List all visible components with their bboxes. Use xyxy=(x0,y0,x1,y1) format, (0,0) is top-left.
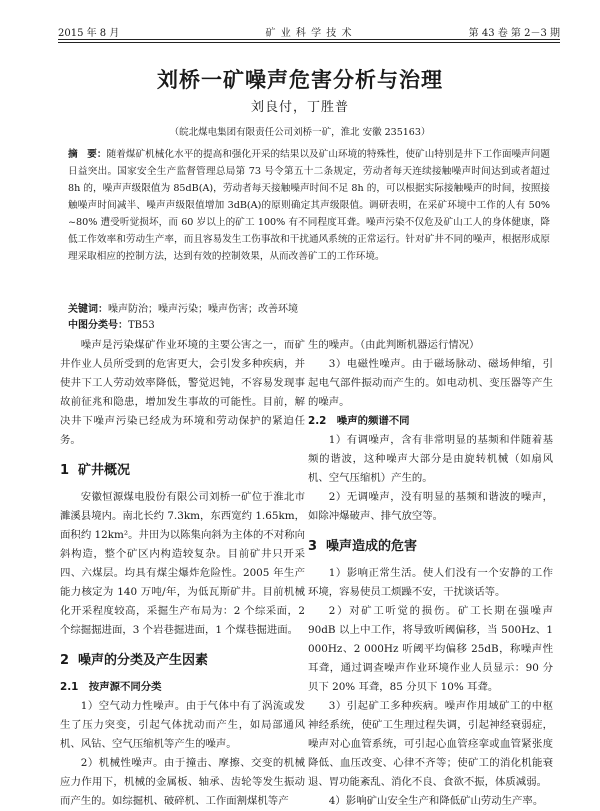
section-3-heading xyxy=(308,538,553,556)
classification-text: TB53 xyxy=(128,320,155,331)
section-3-paragraph-4: 4）影响矿山安全生产和降低矿山劳动生产率。 xyxy=(328,795,544,807)
section-2-title: 噪声的分类及产生因素 xyxy=(78,653,209,668)
intro-paragraph: 噪声是污染煤矿作业环境的主要公害之一，而矿井作业人员所受到的危害更大，会引发多种疾病，并使井下工人劳动效率降低，警觉迟钝，不容易发现事故前征兆和隐患，增加发生事故的可能性。目前，解决井下噪声污染已经成为环境和劳动保护的紧迫任务。 xyxy=(60,339,305,446)
section-3-paragraph-3: 3）引起矿工多种疾病。噪声作用域矿工的中枢神经系统，使矿工生理过程失调，引起神经衰弱症，噪声对心血管系统，可引起心血管痉挛或血管紧张度降低、血压改变、心律不齐等；使矿工的消化机能衰退、胃功能紊乱、消化不良、食欲不振，体质减弱。 xyxy=(308,700,553,788)
keywords xyxy=(68,302,550,318)
section-3-paragraph-2: 2）对矿工听觉的损伤。矿工长期在强噪声 90dB 以上中工作，将导致听阈偏移，当 500Hz、1 000Hz、2 000Hz 听阈平均偏移 25dB，称噪声性耳聋，通过调查噪声作业环境作业人员显示：90 分贝下 20% 耳聋，85 分贝下 10% 耳聋。 xyxy=(308,605,553,693)
paper-authors: 刘良付，丁胜普 xyxy=(250,100,349,115)
body-column-right xyxy=(308,336,553,811)
abstract-label: 摘 要： xyxy=(68,149,107,160)
section-1-heading xyxy=(60,462,305,480)
section-2-1-paragraph-2: 2）机械性噪声。由于撞击、摩擦、交变的机械应力作用下，机械的金属板、轴承、齿轮等发生振动而产生的。如综掘机、破碎机、工作面割煤机等产 xyxy=(60,757,305,807)
section-1-paragraph: 安徽恒源煤电股份有限公司刘桥一矿位于淮北市濉溪县境内。南北长约 7.3km，东西宽约 1.65km，面积约 12km²。井田为以陈集向斜为主体的不对称向斜构造，整个矿区内构造较复杂。目前矿井只开采四、六煤层。均具有煤尘爆炸危险性。2005 年生产能力核定为 140 万吨/年，为低瓦斯矿井。目前机械化开采程度较高，采掘生产布局为：2 个综采面，2 个综掘掘进面，3 个岩巷掘进面，1 个煤巷掘进面。 xyxy=(60,491,305,636)
section-3-number: 3 xyxy=(308,539,318,554)
classification-label: 中图分类号： xyxy=(68,320,128,331)
header-volume: 第 43 卷 第 2－3 期 xyxy=(468,28,560,39)
header-rule-thick xyxy=(58,39,560,40)
body-column-left xyxy=(60,336,305,811)
section-2-2-heading: 2.2 噪声的频谱不同 xyxy=(308,415,410,427)
section-2-2-paragraph-1: 1）有调噪声，含有非常明显的基频和伴随着基频的谐波，这种噪声大部分是由旋转机械（如扇风机、空气压缩机）产生的。 xyxy=(308,434,553,484)
keywords-text: 噪声防治；噪声污染；噪声伤害；改善环境 xyxy=(108,304,298,315)
section-3-paragraph-1: 1）影响正常生活。使人们没有一个安静的工作环境，容易使员工烦躁不安，干扰谈话等。 xyxy=(308,567,553,598)
header-journal: 矿 业 科 学 技 术 xyxy=(265,28,353,39)
abstract-text: 随着煤矿机械化水平的提高和强化开采的结果以及矿山环境的特殊性，使矿山特别是井下工作面噪声问题日益突出。国家安全生产监督管理总局第 73 号令第五十二条规定，劳动者每天连续接触噪声时间达到或者超过 8h 的，噪声声级限值为 85dB(A)，劳动者每天接触噪声时间不足 8h 的，可以根据实际接触噪声的时间，按照接触噪声时间减半、噪声声级限值增加 3dB(A)的原则确定其声级限值。调研表明，在采矿环境中工作的人有 50% ~80% 遭受听觉损坏，而 60 岁以上的矿工 100% 有不同程度耳聋。噪声污染不仅危及矿山工人的身体健康，降低工作效率和劳动生产率，而且容易发生工伤事故和干扰通风系统的正常运行。针对矿井不同的噪声，根据形成原理采取相应的控制方法，达到有效的控制效果，从而改善矿工的工作环境。 xyxy=(68,149,551,262)
section-2-1-heading: 2.1 按声源不同分类 xyxy=(60,681,162,693)
continued-paragraph: 生的噪声。（由此判断机器运行情况） xyxy=(308,339,480,351)
running-header xyxy=(58,24,560,38)
paper-title: 刘桥一矿噪声危害分析与治理 xyxy=(157,67,443,92)
section-1-title: 矿井概况 xyxy=(78,463,131,478)
section-2-1-paragraph-3: 3）电磁性噪声。由于磁场脉动、磁场伸缩，引起电气部件振动而产生的。如电动机、变压器等产生的噪声。 xyxy=(308,358,553,408)
header-date: 2015 年 8 月 xyxy=(58,28,120,39)
section-2-heading xyxy=(60,652,305,670)
section-2-number: 2 xyxy=(60,653,70,668)
section-2-2-paragraph-2: 2）无调噪声，没有明显的基频和谐波的噪声，如除冲爆破声、排气放空等。 xyxy=(308,491,553,522)
header-rule-thin xyxy=(58,42,560,43)
classification xyxy=(68,318,155,334)
section-3-title: 噪声造成的危害 xyxy=(326,539,418,554)
section-2-1-paragraph-1: 1）空气动力性噪声。由于气体中有了涡流或发生了压力突变，引起气体扰动而产生，如局部通风机、风钻、空气压缩机等产生的噪声。 xyxy=(60,700,305,750)
paper-affiliation: （皖北煤电集团有限责任公司刘桥一矿，淮北 安徽 235163） xyxy=(169,127,431,138)
section-1-number: 1 xyxy=(60,463,70,478)
abstract xyxy=(68,146,550,265)
keywords-label: 关键词： xyxy=(68,304,108,315)
